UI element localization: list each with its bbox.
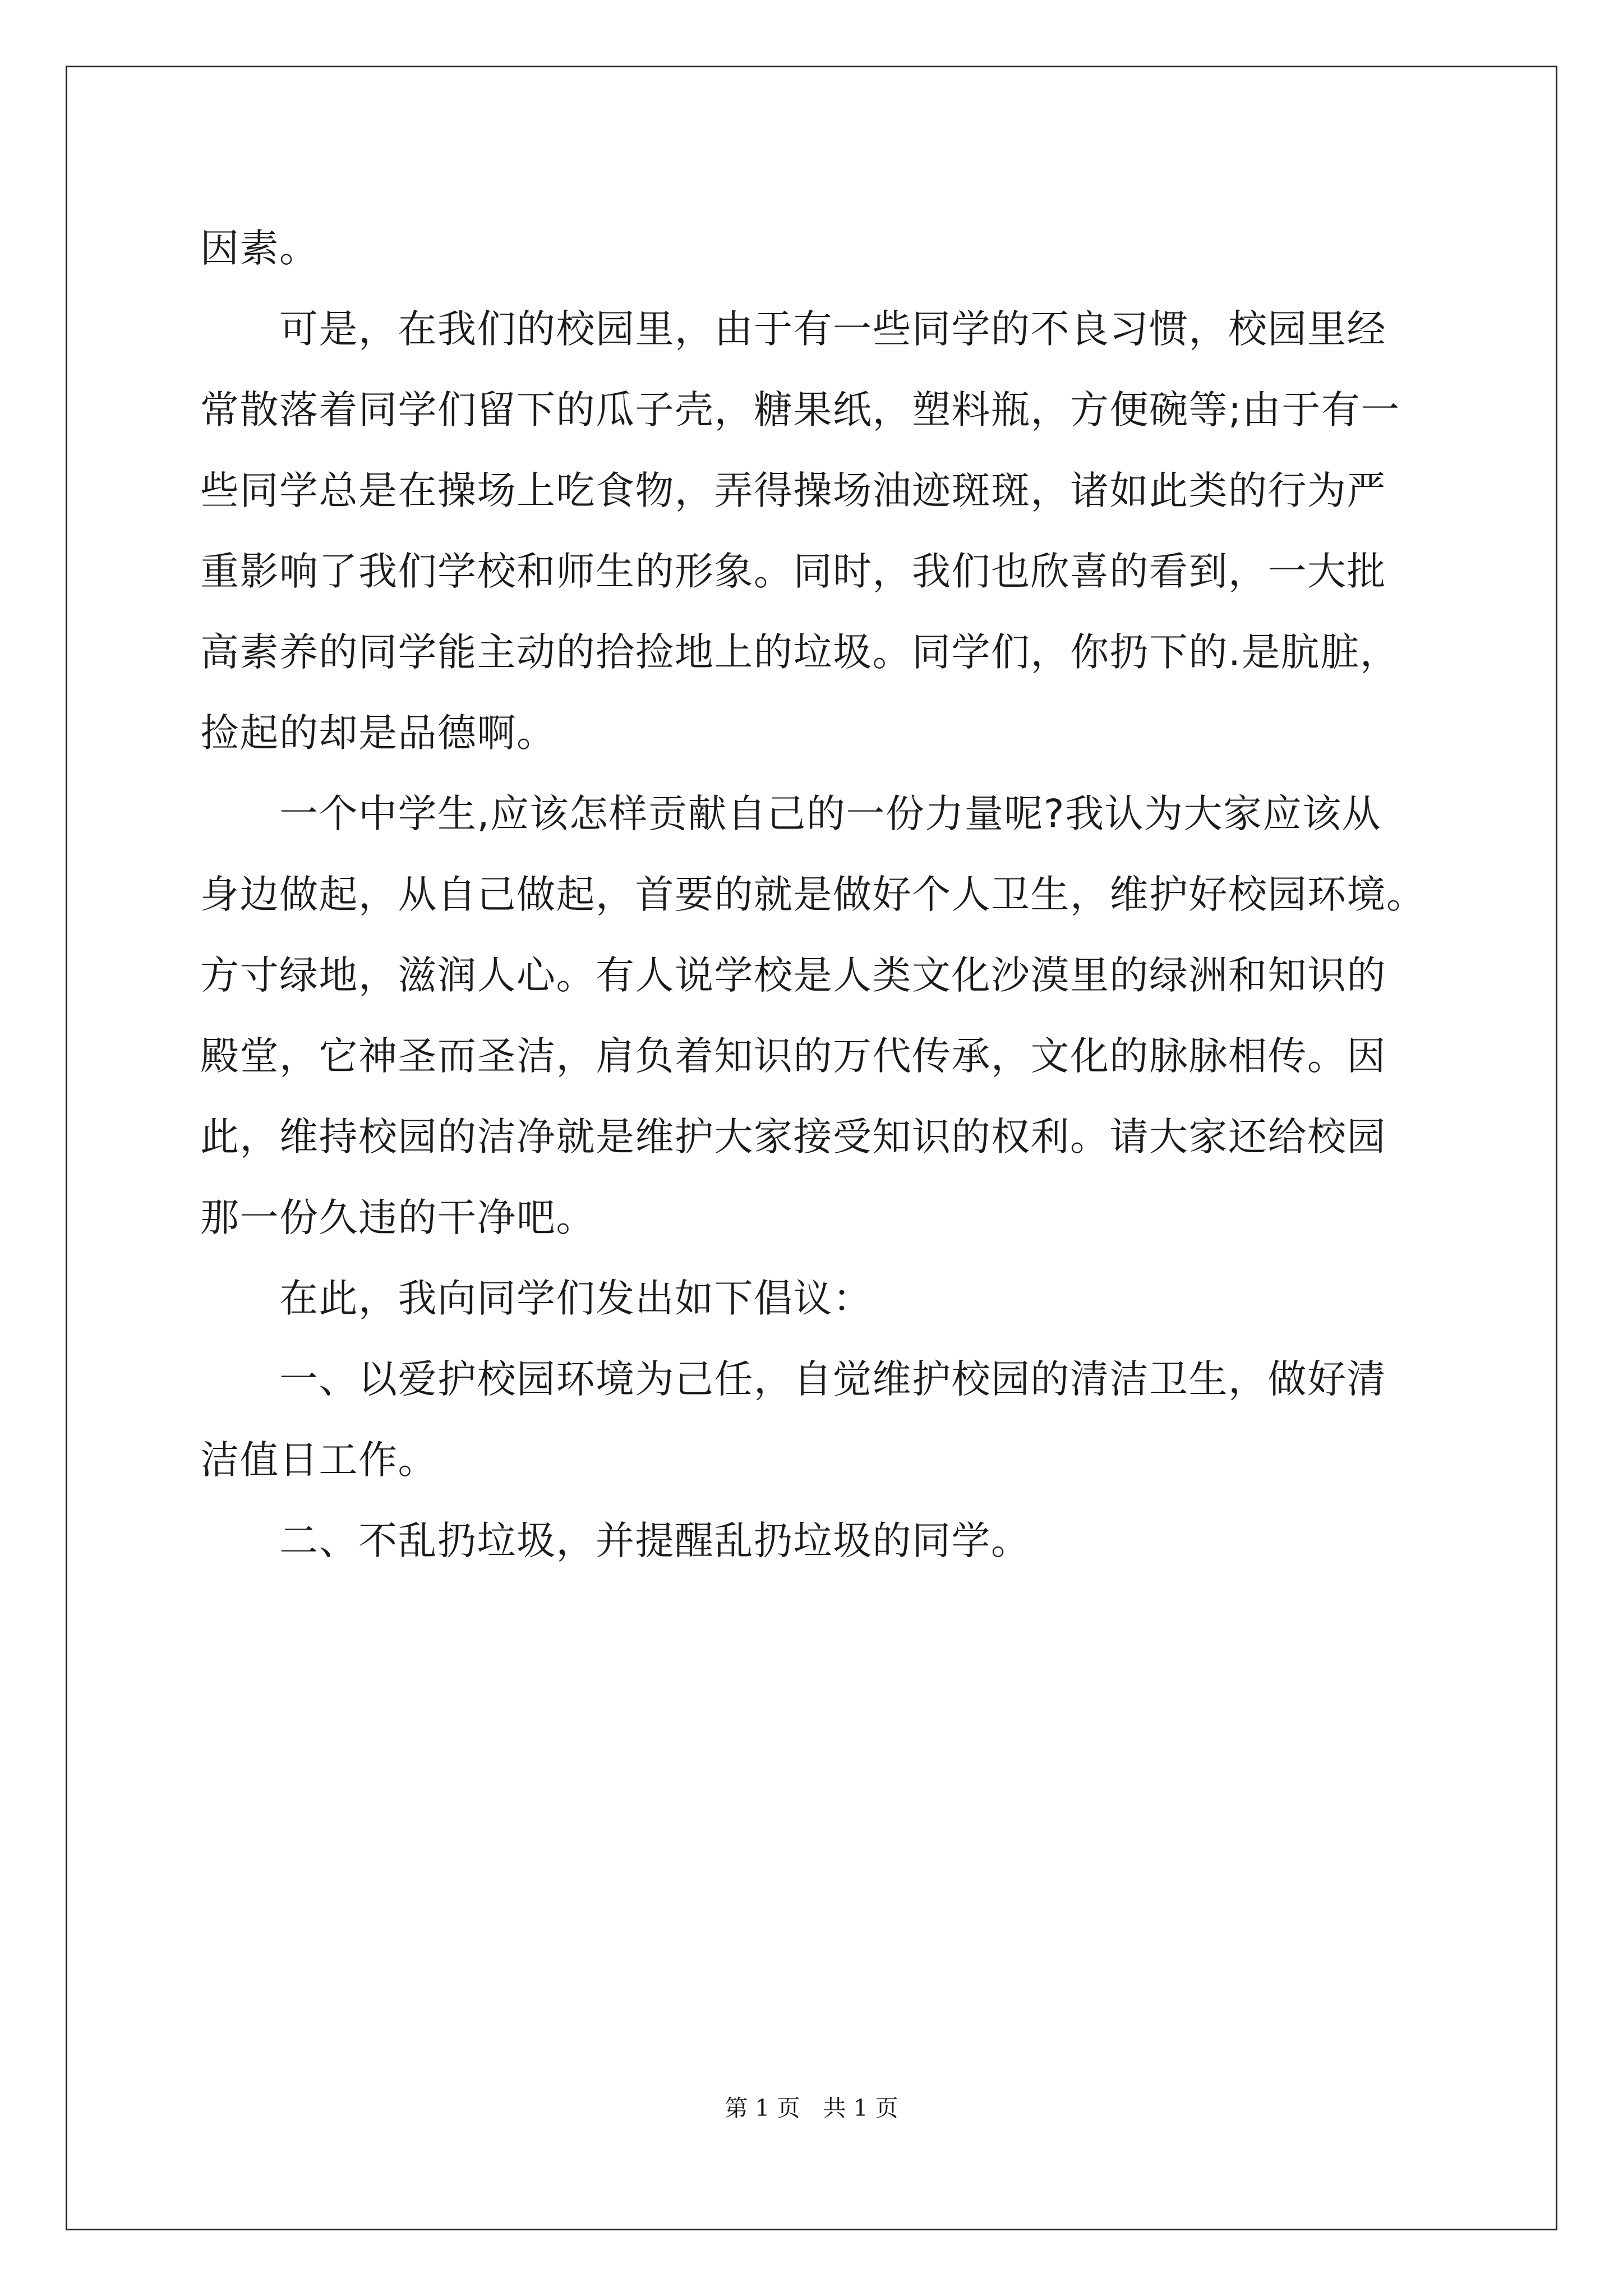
text-line: 方寸绿地，滋润人心。有人说学校是人类文化沙漠里的绿洲和知识的 <box>200 953 1386 998</box>
text-line: 常散落着同学们留下的瓜子壳，糖果纸，塑料瓶，方便碗等;由于有一 <box>200 388 1400 432</box>
text-line: 殿堂，它神圣而圣洁，肩负着知识的万代传承，文化的脉脉相传。因 <box>200 1034 1386 1079</box>
text-line: 一、以爱护校园环境为己任，自觉维护校园的清洁卫生，做好清 <box>200 1357 1386 1402</box>
text-line: 些同学总是在操场上吃食物，弄得操场油迹斑斑，诸如此类的行为严 <box>200 468 1386 513</box>
page-footer: 第 1 页 共 1 页 <box>725 2095 898 2122</box>
text-line: 洁值日工作。 <box>200 1438 437 1483</box>
text-line: 那一份久违的干净吧。 <box>200 1195 596 1240</box>
text-line: 二、不乱扔垃圾，并提醒乱扔垃圾的同学。 <box>200 1519 1031 1563</box>
text-line: 因素。 <box>200 226 319 271</box>
text-line: 高素养的同学能主动的拾捡地上的垃圾。同学们，你扔下的.是肮脏， <box>200 630 1400 675</box>
text-line: 一个中学生,应该怎样贡献自己的一份力量呢?我认为大家应该从 <box>200 792 1382 836</box>
text-line: 此，维持校园的洁净就是维护大家接受知识的权利。请大家还给校园 <box>200 1115 1386 1159</box>
text-line: 重影响了我们学校和师生的形象。同时，我们也欣喜的看到，一大批 <box>200 549 1386 594</box>
text-line: 身边做起，从自己做起，首要的就是做好个人卫生，维护好校园环境。 <box>200 872 1426 917</box>
text-line: 在此，我向同学们发出如下倡议： <box>200 1276 873 1321</box>
text-line: 捡起的却是品德啊。 <box>200 711 556 756</box>
text-line: 可是，在我们的校园里，由于有一些同学的不良习惯，校园里经 <box>200 307 1386 352</box>
